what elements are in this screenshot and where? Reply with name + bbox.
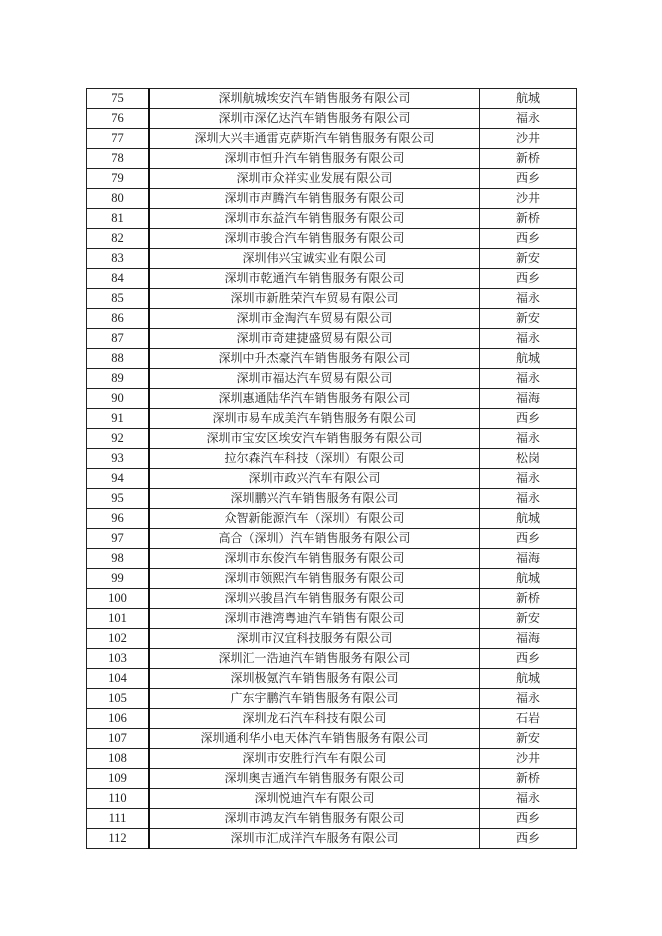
district: 福永 — [480, 469, 577, 489]
table-row — [87, 189, 577, 209]
district: 新桥 — [480, 769, 577, 789]
district: 新安 — [480, 309, 577, 329]
company-name: 广东宇鹏汽车销售服务有限公司 — [149, 689, 480, 709]
table-row — [87, 769, 577, 789]
table-row — [87, 349, 577, 369]
row-number: 79 — [87, 169, 150, 189]
row-number: 107 — [87, 729, 150, 749]
district: 沙井 — [480, 749, 577, 769]
district: 沙井 — [480, 129, 577, 149]
district: 福永 — [480, 689, 577, 709]
company-name: 深圳市骏合汽车销售服务有限公司 — [149, 229, 480, 249]
district: 航城 — [480, 89, 577, 109]
table-row — [87, 609, 577, 629]
company-name: 深圳龙石汽车科技有限公司 — [149, 709, 480, 729]
table-row — [87, 549, 577, 569]
row-number: 75 — [87, 89, 150, 109]
table-row — [87, 209, 577, 229]
row-number: 92 — [87, 429, 150, 449]
company-name: 深圳市汇成洋汽车服务有限公司 — [149, 829, 480, 849]
row-number: 106 — [87, 709, 150, 729]
row-number: 86 — [87, 309, 150, 329]
table-row — [87, 169, 577, 189]
table-row — [87, 269, 577, 289]
table-row — [87, 389, 577, 409]
table-row — [87, 529, 577, 549]
company-name: 深圳市奇建捷盛贸易有限公司 — [149, 329, 480, 349]
district: 福海 — [480, 629, 577, 649]
table-row — [87, 729, 577, 749]
row-number: 93 — [87, 449, 150, 469]
district: 福永 — [480, 429, 577, 449]
row-number: 111 — [87, 809, 150, 829]
district: 福永 — [480, 789, 577, 809]
district: 西乡 — [480, 829, 577, 849]
row-number: 95 — [87, 489, 150, 509]
company-name: 深圳兴骏昌汽车销售服务有限公司 — [149, 589, 480, 609]
row-number: 89 — [87, 369, 150, 389]
table-row — [87, 709, 577, 729]
company-name: 深圳中升杰豪汽车销售服务有限公司 — [149, 349, 480, 369]
company-name: 深圳市声腾汽车销售服务有限公司 — [149, 189, 480, 209]
company-name: 深圳航城埃安汽车销售服务有限公司 — [149, 89, 480, 109]
district: 新安 — [480, 729, 577, 749]
row-number: 76 — [87, 109, 150, 129]
company-name: 深圳市金淘汽车贸易有限公司 — [149, 309, 480, 329]
company-name: 深圳悦迪汽车有限公司 — [149, 789, 480, 809]
row-number: 90 — [87, 389, 150, 409]
row-number: 84 — [87, 269, 150, 289]
district: 松岗 — [480, 449, 577, 469]
company-name: 深圳极氪汽车销售服务有限公司 — [149, 669, 480, 689]
company-name: 深圳鹏兴汽车销售服务有限公司 — [149, 489, 480, 509]
company-name: 深圳市领熙汽车销售服务有限公司 — [149, 569, 480, 589]
district: 西乡 — [480, 409, 577, 429]
company-name: 深圳市东俊汽车销售服务有限公司 — [149, 549, 480, 569]
table-row — [87, 429, 577, 449]
table-row — [87, 449, 577, 469]
table-row — [87, 589, 577, 609]
district: 福海 — [480, 549, 577, 569]
company-name: 深圳市深亿达汽车销售服务有限公司 — [149, 109, 480, 129]
district: 福海 — [480, 389, 577, 409]
company-name: 深圳汇一浩迪汽车销售服务有限公司 — [149, 649, 480, 669]
table-row — [87, 129, 577, 149]
table-row — [87, 469, 577, 489]
company-name: 深圳市鸿友汽车销售服务有限公司 — [149, 809, 480, 829]
table-row — [87, 369, 577, 389]
district: 福永 — [480, 109, 577, 129]
district: 航城 — [480, 349, 577, 369]
row-number: 78 — [87, 149, 150, 169]
district: 航城 — [480, 669, 577, 689]
district: 新安 — [480, 249, 577, 269]
company-name: 深圳市汉宜科技服务有限公司 — [149, 629, 480, 649]
row-number: 97 — [87, 529, 150, 549]
table-row — [87, 489, 577, 509]
row-number: 105 — [87, 689, 150, 709]
table-row — [87, 569, 577, 589]
company-name: 深圳市政兴汽车有限公司 — [149, 469, 480, 489]
table-row — [87, 329, 577, 349]
table-row — [87, 149, 577, 169]
district: 西乡 — [480, 169, 577, 189]
table-row — [87, 509, 577, 529]
company-name: 深圳市新胜荣汽车贸易有限公司 — [149, 289, 480, 309]
row-number: 83 — [87, 249, 150, 269]
district: 西乡 — [480, 269, 577, 289]
company-name: 深圳市众祥实业发展有限公司 — [149, 169, 480, 189]
company-name: 深圳市乾通汽车销售服务有限公司 — [149, 269, 480, 289]
company-name: 深圳市恒升汽车销售服务有限公司 — [149, 149, 480, 169]
district: 福永 — [480, 329, 577, 349]
district: 航城 — [480, 569, 577, 589]
row-number: 100 — [87, 589, 150, 609]
row-number: 94 — [87, 469, 150, 489]
row-number: 102 — [87, 629, 150, 649]
company-name: 众智新能源汽车（深圳）有限公司 — [149, 509, 480, 529]
company-name: 拉尔森汽车科技（深圳）有限公司 — [149, 449, 480, 469]
company-name: 深圳通利华小电天体汽车销售服务有限公司 — [149, 729, 480, 749]
row-number: 110 — [87, 789, 150, 809]
row-number: 108 — [87, 749, 150, 769]
company-name: 深圳大兴丰通雷克萨斯汽车销售服务有限公司 — [149, 129, 480, 149]
company-name: 深圳伟兴宝诚实业有限公司 — [149, 249, 480, 269]
table-row — [87, 109, 577, 129]
district: 石岩 — [480, 709, 577, 729]
district: 新安 — [480, 609, 577, 629]
row-number: 85 — [87, 289, 150, 309]
district: 福永 — [480, 369, 577, 389]
row-number: 101 — [87, 609, 150, 629]
district: 沙井 — [480, 189, 577, 209]
company-name: 深圳市港湾粤迪汽车销售有限公司 — [149, 609, 480, 629]
row-number: 82 — [87, 229, 150, 249]
company-name: 高合（深圳）汽车销售服务有限公司 — [149, 529, 480, 549]
table-row — [87, 289, 577, 309]
dealer-table — [86, 88, 577, 849]
company-name: 深圳奥吉通汽车销售服务有限公司 — [149, 769, 480, 789]
district: 新桥 — [480, 149, 577, 169]
district: 航城 — [480, 509, 577, 529]
company-name: 深圳市福达汽车贸易有限公司 — [149, 369, 480, 389]
table-row — [87, 309, 577, 329]
row-number: 80 — [87, 189, 150, 209]
district: 新桥 — [480, 589, 577, 609]
table-row — [87, 249, 577, 269]
district: 福永 — [480, 489, 577, 509]
district: 福永 — [480, 289, 577, 309]
table-row — [87, 809, 577, 829]
district: 西乡 — [480, 809, 577, 829]
company-name: 深圳市宝安区埃安汽车销售服务有限公司 — [149, 429, 480, 449]
row-number: 87 — [87, 329, 150, 349]
table-row — [87, 669, 577, 689]
company-name: 深圳市易车成美汽车销售服务有限公司 — [149, 409, 480, 429]
row-number: 109 — [87, 769, 150, 789]
row-number: 99 — [87, 569, 150, 589]
table-row — [87, 789, 577, 809]
row-number: 91 — [87, 409, 150, 429]
company-name: 深圳惠通陆华汽车销售服务有限公司 — [149, 389, 480, 409]
table-row — [87, 229, 577, 249]
company-name: 深圳市东益汽车销售服务有限公司 — [149, 209, 480, 229]
row-number: 103 — [87, 649, 150, 669]
district: 西乡 — [480, 649, 577, 669]
table-row — [87, 89, 577, 109]
row-number: 81 — [87, 209, 150, 229]
district: 新桥 — [480, 209, 577, 229]
row-number: 96 — [87, 509, 150, 529]
row-number: 112 — [87, 829, 150, 849]
table-row — [87, 629, 577, 649]
district: 西乡 — [480, 529, 577, 549]
table-row — [87, 749, 577, 769]
table-row — [87, 829, 577, 849]
row-number: 88 — [87, 349, 150, 369]
company-name: 深圳市安胜行汽车有限公司 — [149, 749, 480, 769]
row-number: 104 — [87, 669, 150, 689]
row-number: 98 — [87, 549, 150, 569]
district: 西乡 — [480, 229, 577, 249]
table-row — [87, 409, 577, 429]
dealer-table-body — [87, 89, 577, 849]
table-row — [87, 689, 577, 709]
row-number: 77 — [87, 129, 150, 149]
table-row — [87, 649, 577, 669]
